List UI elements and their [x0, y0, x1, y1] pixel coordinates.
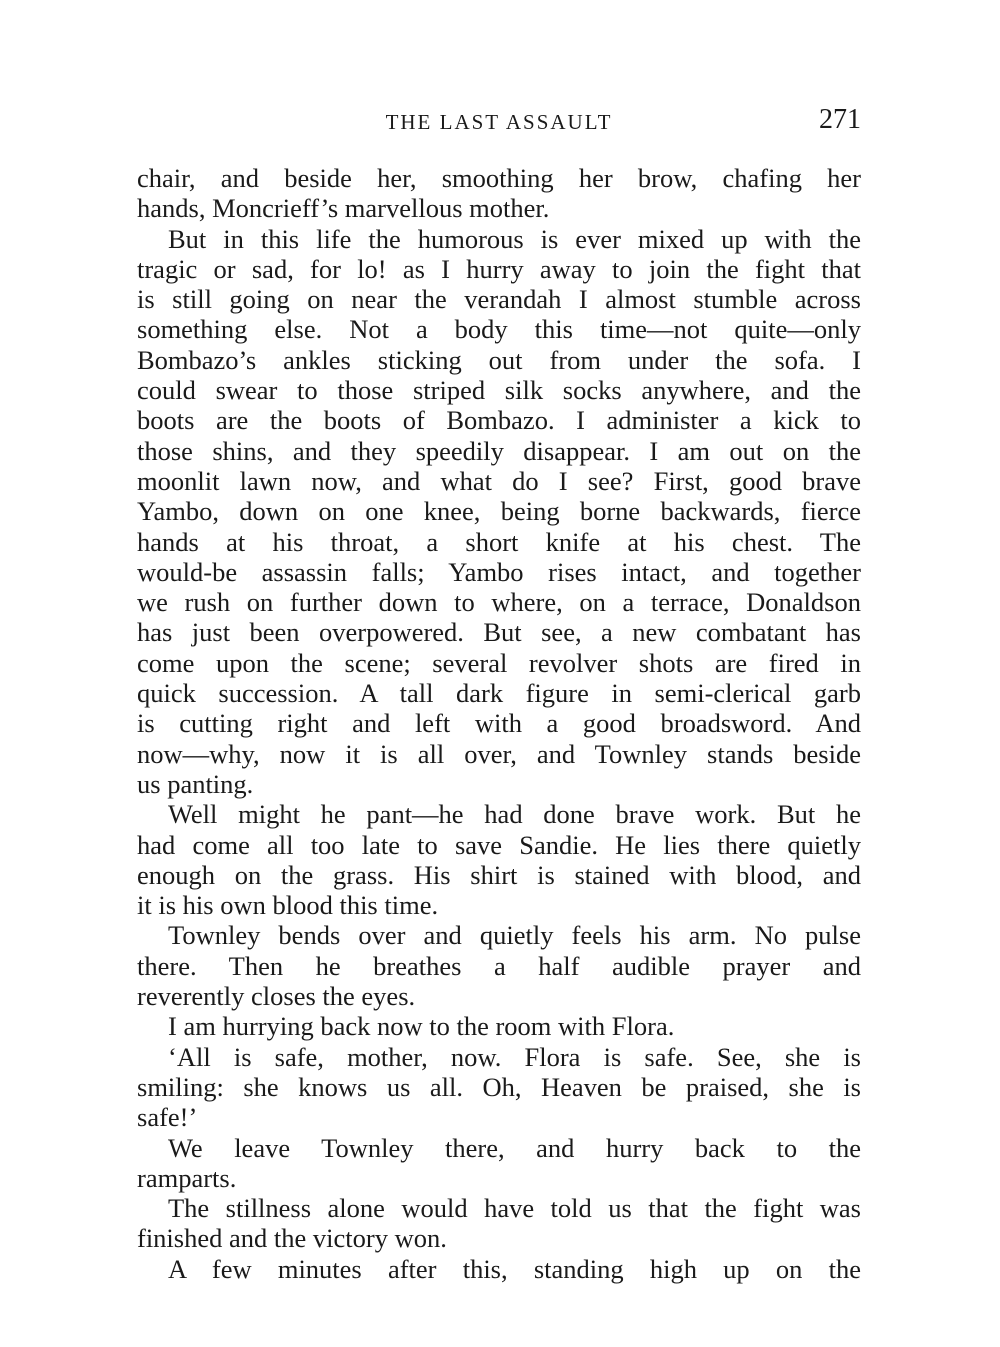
text-line: safe!’ — [137, 1102, 198, 1133]
text-line: we rush on further down to where, on a terrace, Donaldson — [137, 587, 861, 618]
text-line: finished and the victory won. — [137, 1223, 447, 1254]
text-line: ramparts. — [137, 1162, 237, 1193]
text-line: it is his own blood this time. — [137, 890, 439, 921]
text-line: Well might he pant—he had done brave work. But he — [168, 799, 861, 830]
text-line: could swear to those striped silk socks anywhere, and the — [137, 375, 861, 406]
text-line: has just been overpowered. But see, a new combatant has — [137, 617, 861, 648]
text-line: Yambo, down on one knee, being borne backwards, fierce — [137, 496, 861, 527]
text-line: A few minutes after this, standing high up on the — [168, 1253, 861, 1284]
text-line: those shins, and they speedily disappear. I am out on the — [137, 435, 861, 466]
text-line: come upon the scene; several revolver shots are fired in — [137, 647, 861, 678]
text-line: there. Then he breathes a half audible prayer and — [137, 950, 861, 981]
text-line: ‘All is safe, mother, now. Flora is safe. See, she is — [168, 1041, 861, 1072]
text-line: I am hurrying back now to the room with Flora. — [168, 1011, 675, 1042]
running-title: THE LAST ASSAULT — [385, 110, 613, 134]
text-line: quick succession. A tall dark figure in semi-clerical garb — [137, 678, 861, 709]
text-line: hands at his throat, a short knife at his chest. The — [137, 526, 861, 557]
text-line: moonlit lawn now, and what do I see? First, good brave — [137, 465, 861, 496]
text-line: us panting. — [137, 768, 254, 799]
running-header — [137, 104, 861, 140]
text-line: The stillness alone would have told us that the fight was — [168, 1193, 861, 1224]
text-line: smiling: she knows us all. Oh, Heaven be praised, she is — [137, 1071, 861, 1102]
text-line: now—why, now it is all over, and Townley stands beside — [137, 738, 861, 769]
text-line: is still going on near the verandah I almost stumble across — [137, 284, 861, 315]
text-line: chair, and beside her, smoothing her brow, chafing her — [137, 163, 861, 193]
text-line: tragic or sad, for lo! as I hurry away to join the fight that — [137, 253, 861, 284]
text-line: Bombazo’s ankles sticking out from under the sofa. I — [137, 344, 861, 375]
body-text — [137, 163, 861, 1284]
text-line: hands, Moncrieff’s marvellous mother. — [137, 193, 550, 224]
text-line: would-be assassin falls; Yambo rises intact, and together — [137, 556, 861, 587]
text-line: We leave Townley there, and hurry back to the — [168, 1132, 861, 1163]
text-line: is cutting right and left with a good broadsword. And — [137, 708, 861, 739]
text-line: had come all too late to save Sandie. He lies there quietly — [137, 829, 861, 860]
text-line: something else. Not a body this time—not quite—only — [137, 314, 861, 345]
text-line: enough on the grass. His shirt is stained with blood, and — [137, 859, 861, 890]
text-line: reverently closes the eyes. — [137, 981, 416, 1012]
text-line: But in this life the humorous is ever mixed up with the — [168, 223, 861, 254]
text-line: boots are the boots of Bombazo. I administer a kick to — [137, 405, 861, 436]
text-line: Townley bends over and quietly feels his arm. No pulse — [168, 920, 861, 951]
page-number: 271 — [819, 104, 861, 135]
